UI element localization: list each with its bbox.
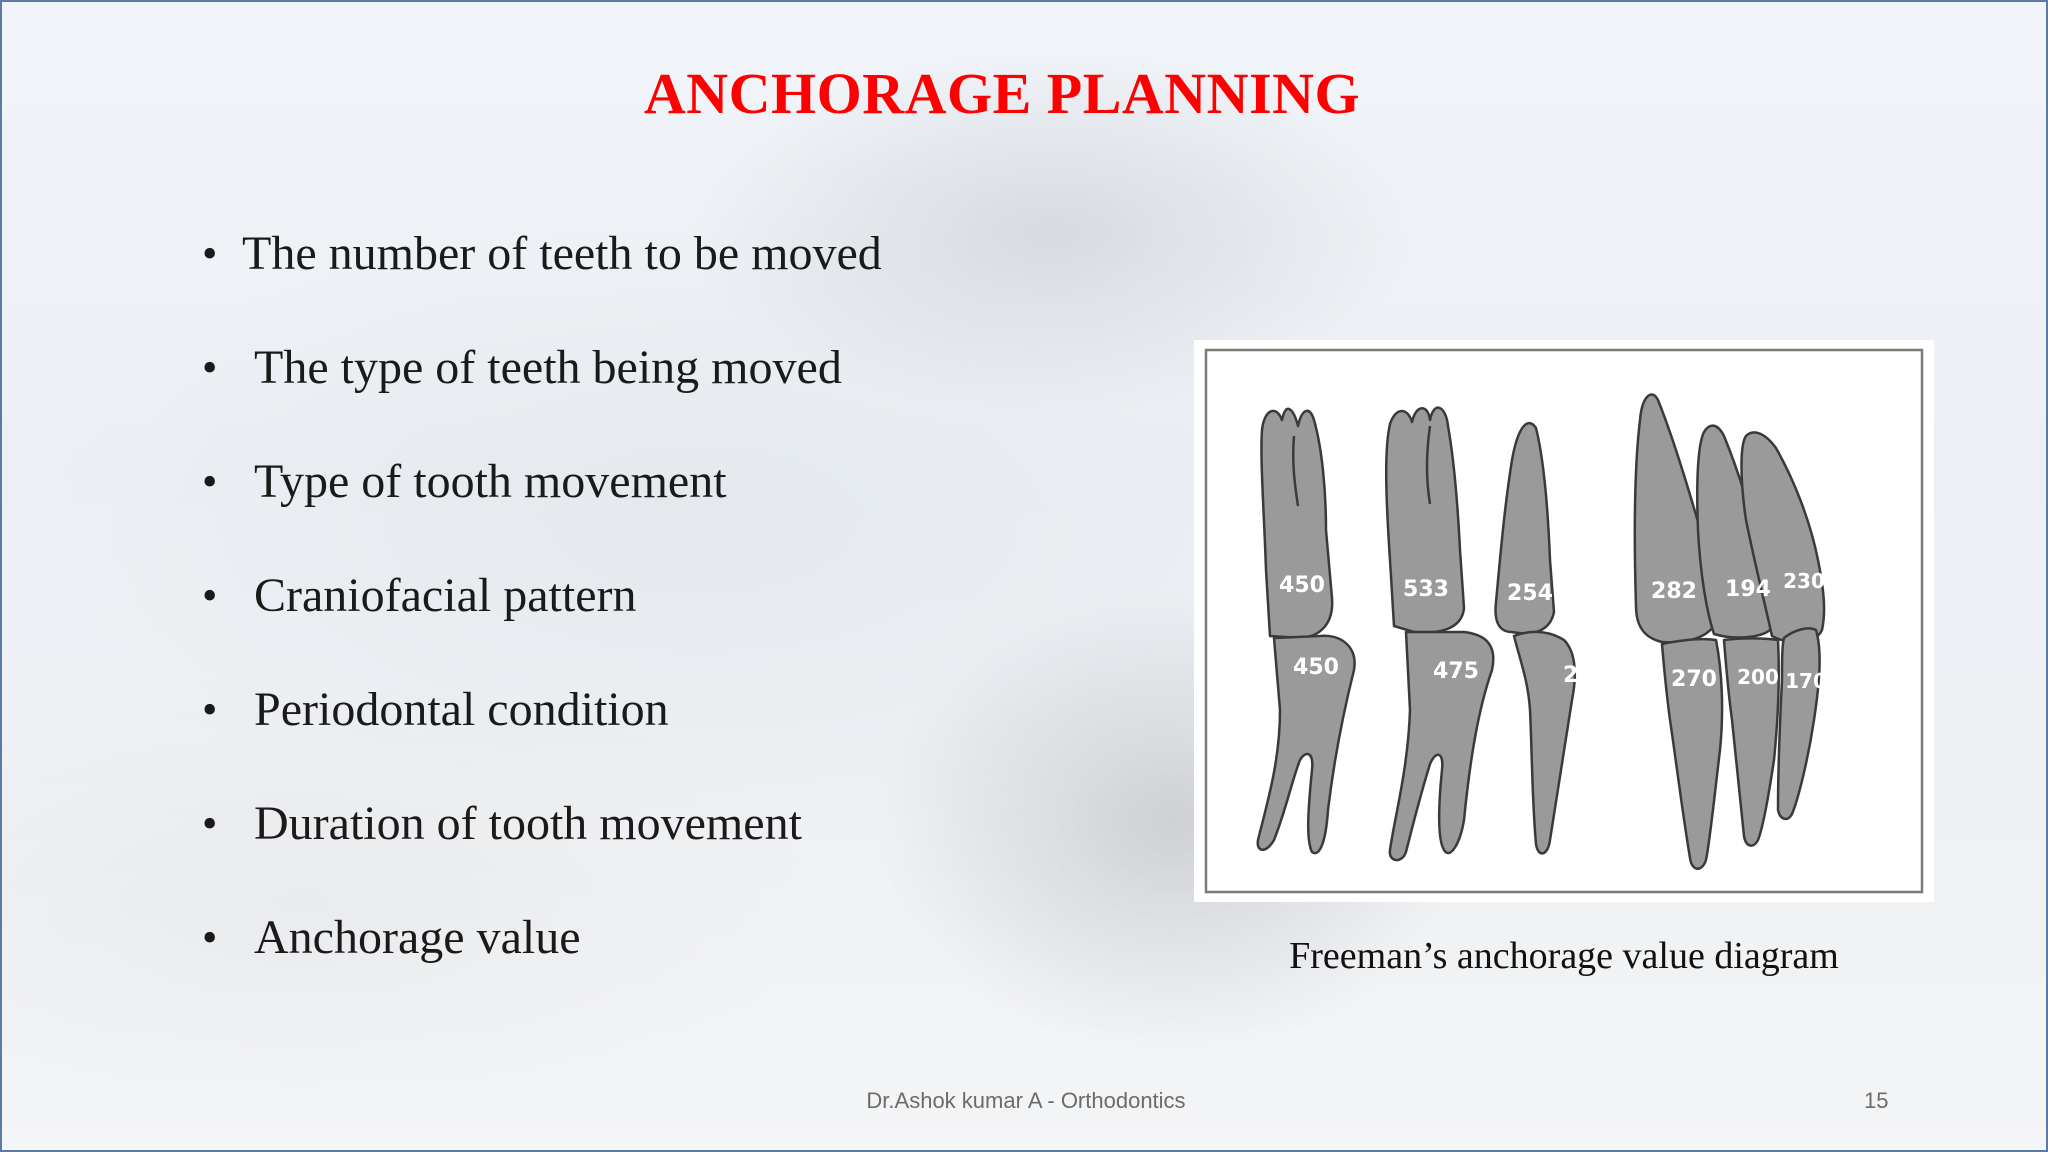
bullet-glyph: •	[202, 343, 218, 392]
tooth-value-lower-lateral: 200	[1737, 665, 1779, 689]
tooth-value-lower-central: 170	[1785, 669, 1827, 693]
bullet-text: Craniofacial pattern	[254, 569, 637, 622]
tooth-value-lower-premolar: 240	[1563, 663, 1609, 688]
slide-title: ANCHORAGE PLANNING	[643, 61, 1361, 126]
bullet-glyph: •	[202, 913, 218, 962]
tooth-value-upper-premolar: 254	[1507, 581, 1553, 606]
bullet-text: Anchorage value	[254, 911, 581, 964]
anchorage-diagram	[1194, 340, 1934, 902]
anchorage-diagram-svg	[1194, 340, 1934, 902]
tooth-value-upper-central: 230	[1783, 569, 1825, 593]
figure-caption: Freeman’s anchorage value diagram	[1289, 935, 1839, 977]
tooth-value-lower-molar-1: 450	[1293, 655, 1339, 680]
bullet-text: Periodontal condition	[254, 683, 669, 736]
bullet-glyph: •	[202, 457, 218, 506]
footer-text: Dr.Ashok kumar A - Orthodontics	[866, 1088, 1186, 1113]
bullet-text: Type of tooth movement	[254, 455, 727, 508]
tooth-value-lower-canine: 270	[1671, 667, 1717, 692]
tooth-value-upper-molar-2: 533	[1403, 577, 1449, 602]
bullet-text: The number of teeth to be moved	[242, 227, 882, 280]
tooth-value-upper-lateral: 194	[1725, 577, 1771, 602]
bullet-text: Duration of tooth movement	[254, 797, 802, 850]
bullet-glyph: •	[202, 685, 218, 734]
bullet-glyph: •	[202, 229, 218, 278]
bullet-text: The type of teeth being moved	[254, 341, 842, 394]
bullet-glyph: •	[202, 799, 218, 848]
tooth-value-lower-molar-2: 475	[1433, 659, 1479, 684]
tooth-value-upper-molar-1: 450	[1279, 573, 1325, 598]
page-number: 15	[1864, 1088, 1889, 1113]
tooth-value-upper-canine: 282	[1651, 579, 1697, 604]
bullet-glyph: •	[202, 571, 218, 620]
